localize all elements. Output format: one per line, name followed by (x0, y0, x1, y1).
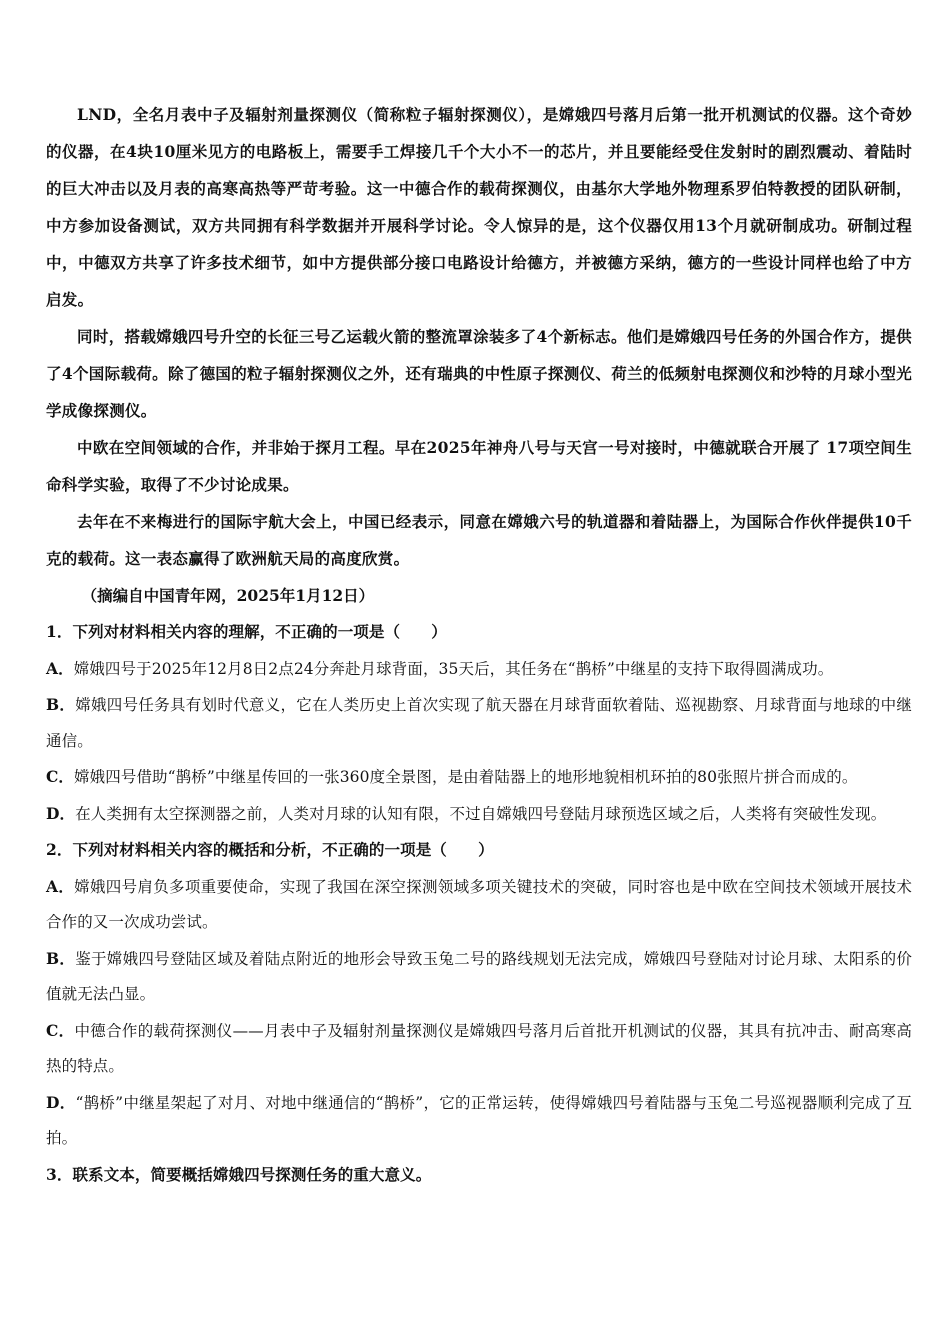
option-text: 嫦娥四号任务具有划时代意义，它在人类历史上首次实现了航天器在月球背面软着陆、巡视勘察、月球背面与地球的中继通信。 (46, 696, 912, 750)
question-1 (46, 614, 912, 832)
question-number: 3． (46, 1164, 73, 1184)
option-d (46, 1085, 912, 1157)
question-stem (46, 1157, 912, 1194)
passage-paragraph-3: 中欧在空间领域的合作，并非始于探月工程。早在2025年神舟八号与天宫一号对接时，中德就联合开展了 17项空间生命科学实验，取得了不少讨论成果。 (46, 438, 912, 494)
question-stem (46, 832, 912, 869)
passage-paragraph-1: LND，全名月表中子及辐射剂量探测仪（简称粒子辐射探测仪），是嫦娥四号落月后第一批开机测试的仪器。这个奇妙的仪器，在4块10厘米见方的电路板上，需要手工焊接几千个大小不一的芯片，并且要能经受住发射时的剧烈震动、着陆时的巨大冲击以及月表的高寒高热等严苛考验。这一中德合作的载荷探测仪，由基尔大学地外物理系罗伯特教授的团队研制，中方参加设备测试，双方共同拥有科学数据并开展科学讨论。令人惊异的是，这个仪器仅用13个月就研制成功。研制过程中，中德双方共享了许多技术细节，如中方提供部分接口电路设计给德方，并被德方采纳，德方的一些设计同样也给了中方启发。 (46, 105, 912, 309)
option-letter: D． (46, 803, 76, 823)
question-2 (46, 832, 912, 1157)
option-b (46, 687, 912, 759)
question-stem (46, 614, 912, 651)
option-letter: C． (46, 767, 75, 786)
question-text: 下列对材料相关内容的概括和分析，不正确的一项是（ ） (72, 840, 494, 859)
option-text: 在人类拥有太空探测器之前，人类对月球的认知有限，不过自嫦娥四号登陆月球预选区域之后，人类将有突破性发现。 (75, 804, 887, 823)
question-number: 2． (46, 840, 73, 859)
option-text: 嫦娥四号借助“鹊桥”中继星传回的一张360度全景图，是由着陆器上的地形地貌相机环拍的80张照片拼合而成的。 (74, 768, 858, 786)
option-text: 嫦娥四号于2025年12月8日2点24分奔赴月球背面，35天后，其任务在“鹊桥”中继星的支持下取得圆满成功。 (73, 659, 834, 678)
option-letter: D． (46, 1092, 76, 1112)
option-letter: C． (46, 1020, 75, 1040)
option-text: 中德合作的载荷探测仪——月表中子及辐射剂量探测仪是嫦娥四号落月后首批开机测试的仪器，其具有抗冲击、耐高寒高热的特点。 (46, 1021, 912, 1075)
question-3 (46, 1157, 912, 1194)
option-text: 嫦娥四号肩负多项重要使命，实现了我国在深空探测领域多项关键技术的突破，同时容也是中欧在空间技术领域开展技术合作的又一次成功尝试。 (46, 877, 912, 931)
option-b (46, 941, 912, 1013)
option-text: “鹊桥”中继星架起了对月、对地中继通信的“鹊桥”，它的正常运转，使得嫦娥四号着陆器与玉兔二号巡视器顺利完成了互拍。 (46, 1093, 912, 1147)
question-number: 1． (46, 622, 73, 641)
option-letter: A． (46, 876, 75, 896)
option-c (46, 1013, 912, 1085)
option-text: 鉴于嫦娥四号登陆区域及着陆点附近的地形会导致玉兔二号的路线规划无法完成，嫦娥四号登陆对讨论月球、太阳系的价值就无法凸显。 (46, 949, 912, 1003)
option-letter: B． (46, 695, 76, 714)
option-d (46, 796, 912, 833)
source-citation: （摘编自中国青年网，2025年1月12日） (81, 586, 375, 605)
question-text: 联系文本，简要概括嫦娥四号探测任务的重大意义。 (72, 1164, 432, 1184)
option-letter: B． (46, 948, 76, 968)
passage-paragraph-2: 同时，搭载嫦娥四号升空的长征三号乙运载火箭的整流罩涂装多了4个新标志。他们是嫦娥四号任务的外国合作方，提供了4个国际载荷。除了德国的粒子辐射探测仪之外，还有瑞典的中性原子探测仪、荷兰的低频射电探测仪和沙特的月球小型光学成像探测仪。 (46, 327, 912, 420)
document-page (46, 96, 912, 1193)
passage-paragraph-4: 去年在不来梅进行的国际宇航大会上，中国已经表示，同意在嫦娥六号的轨道器和着陆器上，为国际合作伙伴提供10千克的载荷。这一表态赢得了欧洲航天局的高度欣赏。 (46, 512, 912, 568)
option-a (46, 651, 912, 688)
option-letter: A． (46, 658, 74, 678)
question-text: 下列对材料相关内容的理解，不正确的一项是（ ） (72, 622, 447, 641)
option-a (46, 869, 912, 941)
option-c (46, 759, 912, 796)
